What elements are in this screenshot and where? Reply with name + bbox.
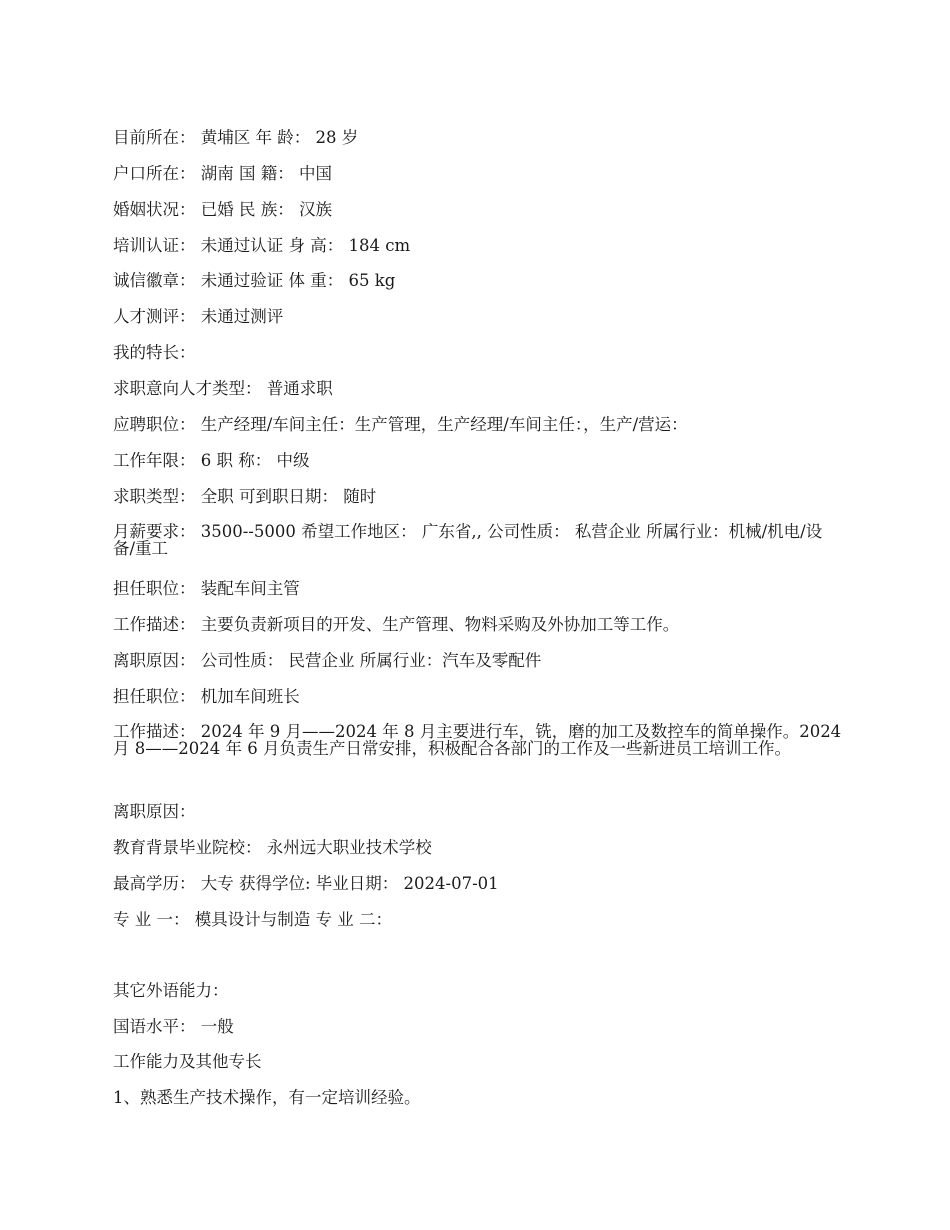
job-type-line: 求职类型： 全职 可到职日期： 随时 [113,487,377,506]
major-line: 专 业 一： 模具设计与制造 专 业 二： [113,910,392,929]
leave-reason-1: 离职原因： 公司性质： 民营企业 所属行业：汽车及零配件 [113,651,542,670]
mandarin-level-line: 国语水平： 一般 [113,1017,234,1036]
ability-item-1: 1、熟悉生产技术操作，有一定培训经验。 [113,1088,421,1107]
job-description-2: 工作描述： 2024 年 9 月——2024 年 8 月主要进行车，铣，磨的加工及数控车的简单操作。2024 月 8——2024 年 6 月负责生产日常安排，积极配合各部门的工作及一些新进员工培训工作。 [113,722,842,758]
position-held-2: 担任职位： 机加车间班长 [113,687,300,706]
abilities-heading: 工作能力及其他专长 [113,1052,262,1071]
education-school-line: 教育背景毕业院校： 永州远大职业技术学校 [113,838,432,857]
location-age-line: 目前所在： 黄埔区 年 龄： 28 岁 [113,128,359,147]
position-held-1: 担任职位： 装配车间主管 [113,579,300,598]
job-description-1: 工作描述： 主要负责新项目的开发、生产管理、物料采购及外协加工等工作。 [113,615,680,634]
talent-type-line: 求职意向人才类型： 普通求职 [113,379,333,398]
leave-reason-2: 离职原因： [113,802,196,821]
talent-assessment-line: 人才测评： 未通过测评 [113,307,284,326]
marital-ethnicity-line: 婚姻状况： 已婚 民 族： 汉族 [113,200,332,219]
specialty-line: 我的特长： [113,343,196,362]
education-degree-line: 最高学历： 大专 获得学位: 毕业日期： 2024-07-01 [113,874,499,893]
integrity-weight-line: 诚信徽章： 未通过验证 体 重： 65 kg [113,271,396,290]
applied-position-line: 应聘职位： 生产经理/车间主任：生产管理，生产经理/车间主任：，生产/营运： [113,415,688,434]
salary-region-line: 月薪要求： 3500--5000 希望工作地区： 广东省,, 公司性质： 私营企业 所属行业：机械/机电/设备/重工 [113,522,823,558]
foreign-language-line: 其它外语能力： [113,981,229,1000]
work-years-title-line: 工作年限： 6 职 称： 中级 [113,451,310,470]
training-height-line: 培训认证： 未通过认证 身 高： 184 cm [113,236,411,255]
hukou-nationality-line: 户口所在： 湖南 国 籍： 中国 [113,164,332,183]
